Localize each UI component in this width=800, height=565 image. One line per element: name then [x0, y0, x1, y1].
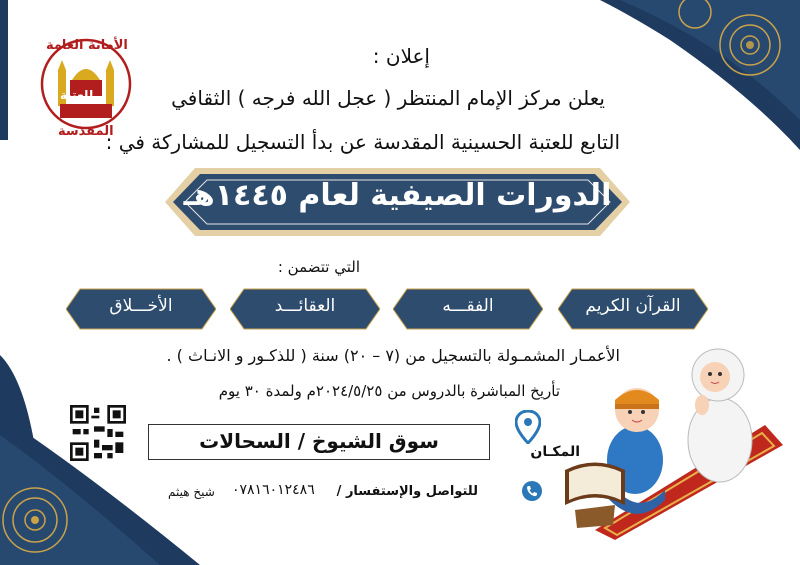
qr-code [70, 405, 126, 461]
corner-ornament-left [0, 0, 40, 140]
contact-name: شيخ هيثم [168, 485, 215, 499]
location-value: سوق الشيوخ / السحالات [199, 429, 439, 453]
start-date-line: تأريخ المباشرة بالدروس من ٢٠٢٤/٥/٢٥م ولمدة ٣٠ يوم [218, 382, 560, 400]
children-reading-illustration [555, 330, 785, 540]
contact-phone: ٠٧٨١٦٠١٢٤٨٦ [232, 482, 315, 498]
topic-label-aqaid: العقائـــد [274, 296, 336, 316]
location-label: المكـان [530, 444, 580, 460]
location-pin-icon [515, 410, 541, 444]
banner-title: الدورات الصيفية لعام ١٤٤٥هـ [183, 178, 612, 213]
contact-label: للتواصل والإستفسار / [336, 484, 478, 499]
logo-arc-top: الأمانة العامة [46, 38, 128, 53]
logo-caption: المقدسة [58, 124, 114, 139]
topic-label-akhlaq: الأخـــلاق [109, 296, 173, 316]
announcement-line-1: يعلن مركز الإمام المنتظر ( عجل الله فرجه ) الثقافي [171, 86, 605, 110]
phone-icon [521, 480, 543, 502]
announcement-line-2: التابع للعتبة الحسينية المقدسة عن بدأ التسجيل للمشاركة في : [105, 130, 620, 154]
topic-label-fiqh: الفقـــه [442, 296, 494, 316]
announcement-heading: إعلان : [372, 44, 430, 68]
ages-line: الأعمـار المشمـولة بالتسجيل من (٧ – ٢٠) سنة ( للذكـور و الانـاث ) . [166, 346, 620, 365]
topic-label-quran: القرآن الكريم [585, 296, 681, 316]
includes-label: التي تتضمن : [277, 258, 360, 276]
corner-ornament-top-right [600, 0, 800, 150]
logo-center-text: للعتبة [60, 88, 94, 102]
